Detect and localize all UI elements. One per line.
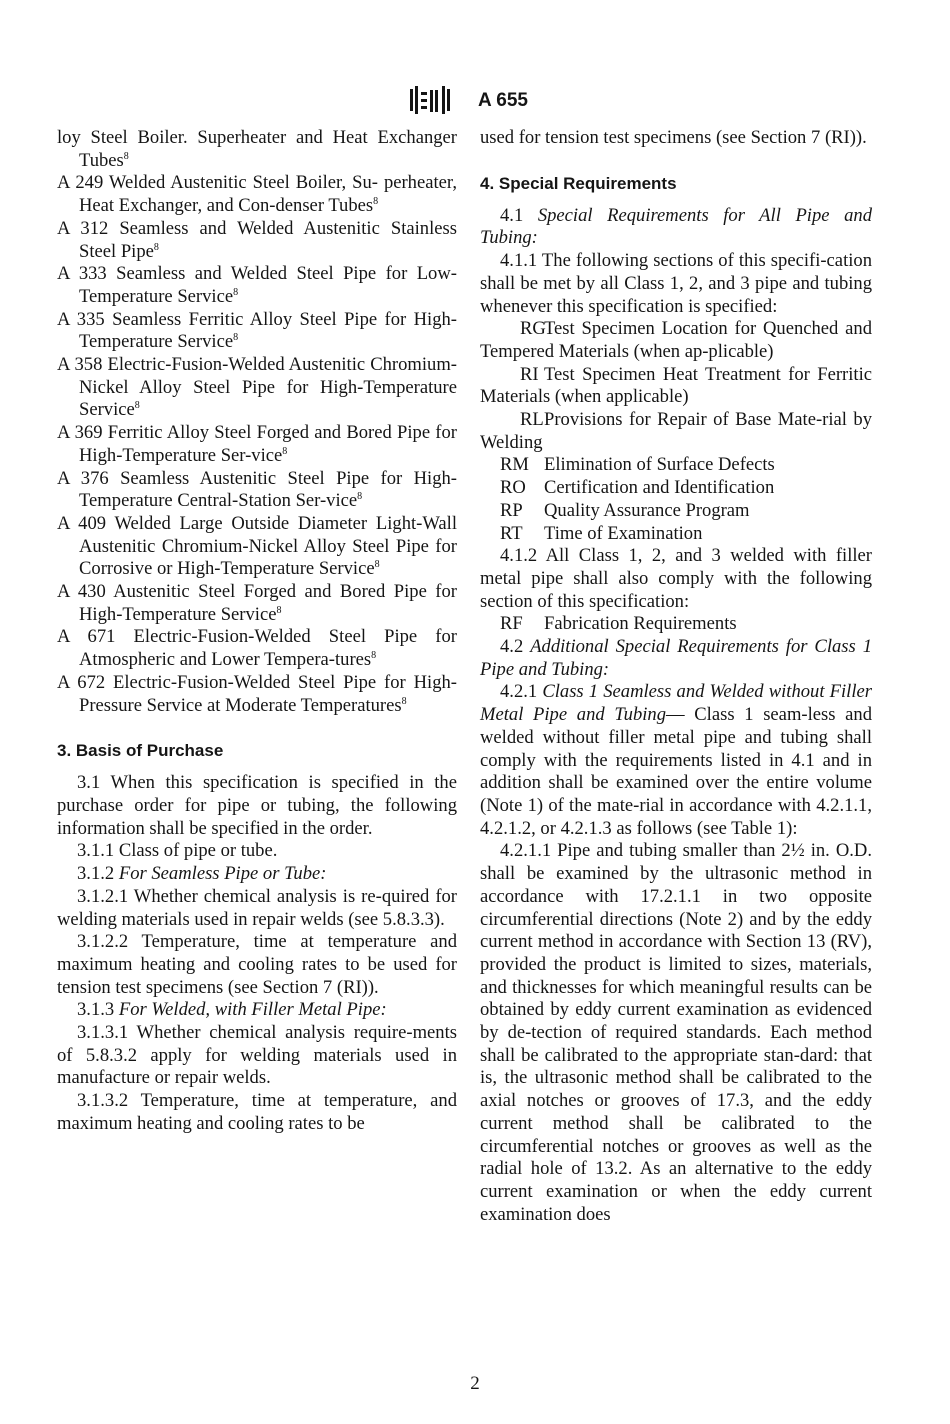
- footnote-ref: 8: [374, 559, 380, 571]
- requirement-description: Test Specimen Heat Treatment for Ferritic Materials (when applicable): [480, 363, 872, 408]
- footnote-ref: 8: [282, 445, 288, 457]
- footnote-ref: 8: [373, 195, 379, 207]
- paragraph-3-1-2: [57, 863, 457, 886]
- requirement-code: RF: [500, 613, 523, 635]
- paragraph-3-1: 3.1 When this specification is specified in the purchase order for pipe or tubing, the following information shall be specified in the order.: [57, 772, 457, 839]
- reference-item: [57, 513, 457, 581]
- paragraph-4-2-1: [480, 681, 872, 840]
- requirement-code-item: [480, 500, 872, 523]
- paragraph-4-1-2: 4.1.2 All Class 1, 2, and 3 welded with filler metal pipe shall also comply with the following section of this specification:: [480, 545, 872, 612]
- paragraph-title: For Seamless Pipe or Tube:: [118, 863, 327, 885]
- reference-title-start: A 376 Seamless Austenitic Steel Pipe for: [57, 467, 403, 489]
- requirement-code-item: [480, 318, 872, 363]
- paragraph-3-1-2-2: 3.1.2.2 Temperature, time at temperature and maximum heating and cooling rates to be used for tension test specimens (see Section 7 (RI)).: [57, 931, 457, 998]
- reference-item: [57, 172, 457, 217]
- reference-item: [57, 672, 457, 717]
- paragraph-title: Class 1 Seamless and Welded without Filler Metal Pipe and Tubing: [480, 681, 872, 726]
- paragraph-4-2: [480, 636, 872, 681]
- paragraph-number: 3.1.2: [77, 863, 115, 885]
- referenced-documents-list: [57, 127, 457, 717]
- requirement-code-item: [480, 409, 872, 454]
- reference-item: [57, 581, 457, 626]
- reference-title-start: A 358 Electric-Fusion-Welded Austenitic: [57, 354, 366, 376]
- paragraph-title: Additional Special Requirements for Class 1 Pipe and Tubing:: [480, 636, 872, 680]
- reference-title-rest: Pipe for High-Temperature Service: [79, 581, 457, 625]
- requirement-code-item: [480, 454, 872, 477]
- paragraph-number: 4.2: [500, 636, 524, 658]
- requirement-description: Quality Assurance Program: [544, 499, 750, 521]
- paragraph-3-1-2-1: 3.1.2.1 Whether chemical analysis is re-quired for welding materials used in repair welds (see 5.8.3.3).: [57, 885, 457, 930]
- reference-title-rest: High-Temperature Service: [79, 308, 457, 353]
- footnote-ref: 8: [233, 286, 239, 298]
- paragraph-3-1-3: [57, 999, 457, 1022]
- page-header: [0, 86, 950, 122]
- requirement-code: RP: [500, 499, 523, 521]
- reference-title-start: A 409 Welded Large Outside Diameter: [57, 512, 368, 534]
- reference-title-start: A 312 Seamless and Welded Austenitic: [57, 217, 380, 239]
- reference-title-start: A 671 Electric-Fusion-Welded Steel Pipe: [57, 626, 418, 648]
- reference-title-start: A 249 Welded Austenitic Steel Boiler, Su-: [57, 172, 378, 194]
- reference-title-rest: Exchanger Tubes: [79, 127, 457, 171]
- requirement-description: Provisions for Repair of Base Mate-rial by Welding: [480, 409, 872, 453]
- reference-title-start: A 335 Seamless Ferritic Alloy Steel Pipe for: [57, 308, 407, 330]
- standard-designation: A 655: [478, 90, 528, 111]
- requirement-code-list: [480, 318, 872, 545]
- paragraph-3-1-1: 3.1.1 Class of pipe or tube.: [77, 840, 278, 862]
- reference-title-rest: High-Temperature Central-Station Ser-vice: [79, 467, 457, 512]
- footnote-ref: 8: [233, 332, 239, 344]
- reference-item: [57, 468, 457, 513]
- paragraph-title: Special Requirements for All Pipe and Tubing:: [480, 204, 872, 249]
- reference-title-rest: Light-Wall Austenitic Chromium-Nickel Alloy Steel Pipe for Corrosive or High-Temperature Service: [79, 512, 457, 580]
- reference-title-rest: perheater, Heat Exchanger, and Con-denser Tubes: [79, 172, 457, 217]
- section-3-heading: 3. Basis of Purchase: [57, 741, 224, 761]
- footnote-ref: 8: [401, 695, 407, 707]
- reference-item: [57, 422, 457, 467]
- requirement-code: RM: [500, 454, 529, 476]
- requirement-code: RI: [520, 363, 539, 385]
- paragraph-4-1-1: 4.1.1 The following sections of this specifi-cation shall be met by all Class 1, 2, and 3 pipe and tubing whenever this specification is specified:: [480, 250, 872, 317]
- reference-item: [57, 127, 457, 172]
- requirement-description: Time of Examination: [544, 522, 703, 544]
- requirement-code-item: [480, 477, 872, 500]
- paragraph-title: For Welded, with Filler Metal Pipe:: [118, 999, 387, 1021]
- reference-item: [57, 626, 457, 671]
- reference-item: [57, 218, 457, 263]
- footnote-ref: 8: [276, 604, 282, 616]
- requirement-description: Fabrication Requirements: [544, 613, 737, 635]
- reference-title-rest: Chromium-Nickel Alloy Steel Pipe for High-Temperature Service: [79, 354, 457, 421]
- paragraph-number: 4.2.1: [500, 681, 538, 703]
- reference-title-rest: Stainless Steel Pipe: [79, 217, 457, 262]
- requirement-code-item: [480, 523, 872, 546]
- footnote-ref: 8: [153, 241, 159, 253]
- reference-title-start: A 430 Austenitic Steel Forged and Bored: [57, 581, 386, 603]
- requirement-code: RG: [520, 318, 546, 340]
- requirement-code-item: [480, 364, 872, 409]
- paragraph-4-1: [480, 205, 872, 250]
- astm-logo: [408, 86, 452, 116]
- page-number: 2: [470, 1373, 480, 1394]
- reference-item: [57, 354, 457, 422]
- requirement-code: RT: [500, 522, 523, 544]
- paragraph-number: 4.1: [500, 204, 524, 226]
- requirement-description: Test Specimen Location for Quenched and Tempered Materials (when ap-plicable): [480, 318, 872, 362]
- footnote-ref: 8: [134, 400, 140, 412]
- reference-item: [57, 309, 457, 354]
- footnote-ref: 8: [371, 649, 377, 661]
- reference-item: [57, 263, 457, 308]
- footnote-ref: 8: [357, 491, 363, 503]
- reference-title-start: A 333 Seamless and Welded Steel Pipe for: [57, 263, 408, 285]
- paragraph-3-1-3-2: 3.1.3.2 Temperature, time at temperature, and maximum heating and cooling rates to be: [57, 1090, 457, 1134]
- reference-title-rest: for High-Pressure Service at Moderate Temperatures: [79, 671, 457, 716]
- reference-title-rest: for Atmospheric and Lower Tempera-tures: [79, 626, 457, 671]
- reference-title-start: A 672 Electric-Fusion-Welded Steel Pipe: [57, 671, 377, 693]
- paragraph-number: 3.1.3: [77, 999, 115, 1021]
- requirement-description: Certification and Identification: [544, 477, 775, 499]
- reference-title-start: loy Steel Boiler. Superheater and Heat: [57, 127, 368, 148]
- requirement-code: RL: [520, 409, 544, 431]
- paragraph-continuation: used for tension test specimens (see Section 7 (RI)).: [480, 127, 867, 148]
- requirement-description: Elimination of Surface Defects: [544, 454, 775, 476]
- requirement-code-item: [480, 613, 872, 636]
- paragraph-3-1-3-1: 3.1.3.1 Whether chemical analysis require-ments of 5.8.3.2 apply for welding materials used in manufacture or repair welds.: [57, 1022, 457, 1089]
- left-column: [57, 127, 457, 1136]
- reference-title-rest: Bored Pipe for High-Temperature Ser-vice: [79, 422, 457, 466]
- requirement-code-list: [480, 613, 872, 636]
- section-4-heading: 4. Special Requirements: [480, 173, 677, 193]
- paragraph-4-2-1-1: 4.2.1.1 Pipe and tubing smaller than 2½ in. O.D. shall be examined by the ultrasonic method in accordance with 17.2.1.1 in two opposite circumferential directions (Note 2) and by the eddy current method in accordance with Section 13 (RV), provided the product is limited to sizes, materials, and thicknesses for which meaningful results can be obtained by eddy current examination as evidenced by de-tection of required standards. Each method shall be calibrated to the appropriate stan-dard: that is, the ultrasonic method shall be calibrated to the axial notches or grooves of 17.3, and the eddy current method shall be calibrated to the circumferential notches or grooves as well as the radial hole of 13.2. As an alternative to the eddy current examination or when the eddy current examination does: [480, 840, 872, 1225]
- reference-title-start: A 369 Ferritic Alloy Steel Forged and: [57, 422, 342, 444]
- paragraph-text: — Class 1 seam-less and welded without filler metal pipe and tubing shall comply with the requirements listed in 4.1 and in addition shall be examined over the entire volume (Note 1) of the mate-rial in accordance with 4.2.1.1, 4.2.1.2, or 4.2.1.3 as follows (see Table 1):: [480, 704, 872, 839]
- requirement-code: RO: [500, 477, 526, 499]
- right-column: [480, 127, 872, 1226]
- reference-title-rest: Low-Temperature Service: [79, 263, 457, 307]
- footnote-ref: 8: [123, 150, 129, 162]
